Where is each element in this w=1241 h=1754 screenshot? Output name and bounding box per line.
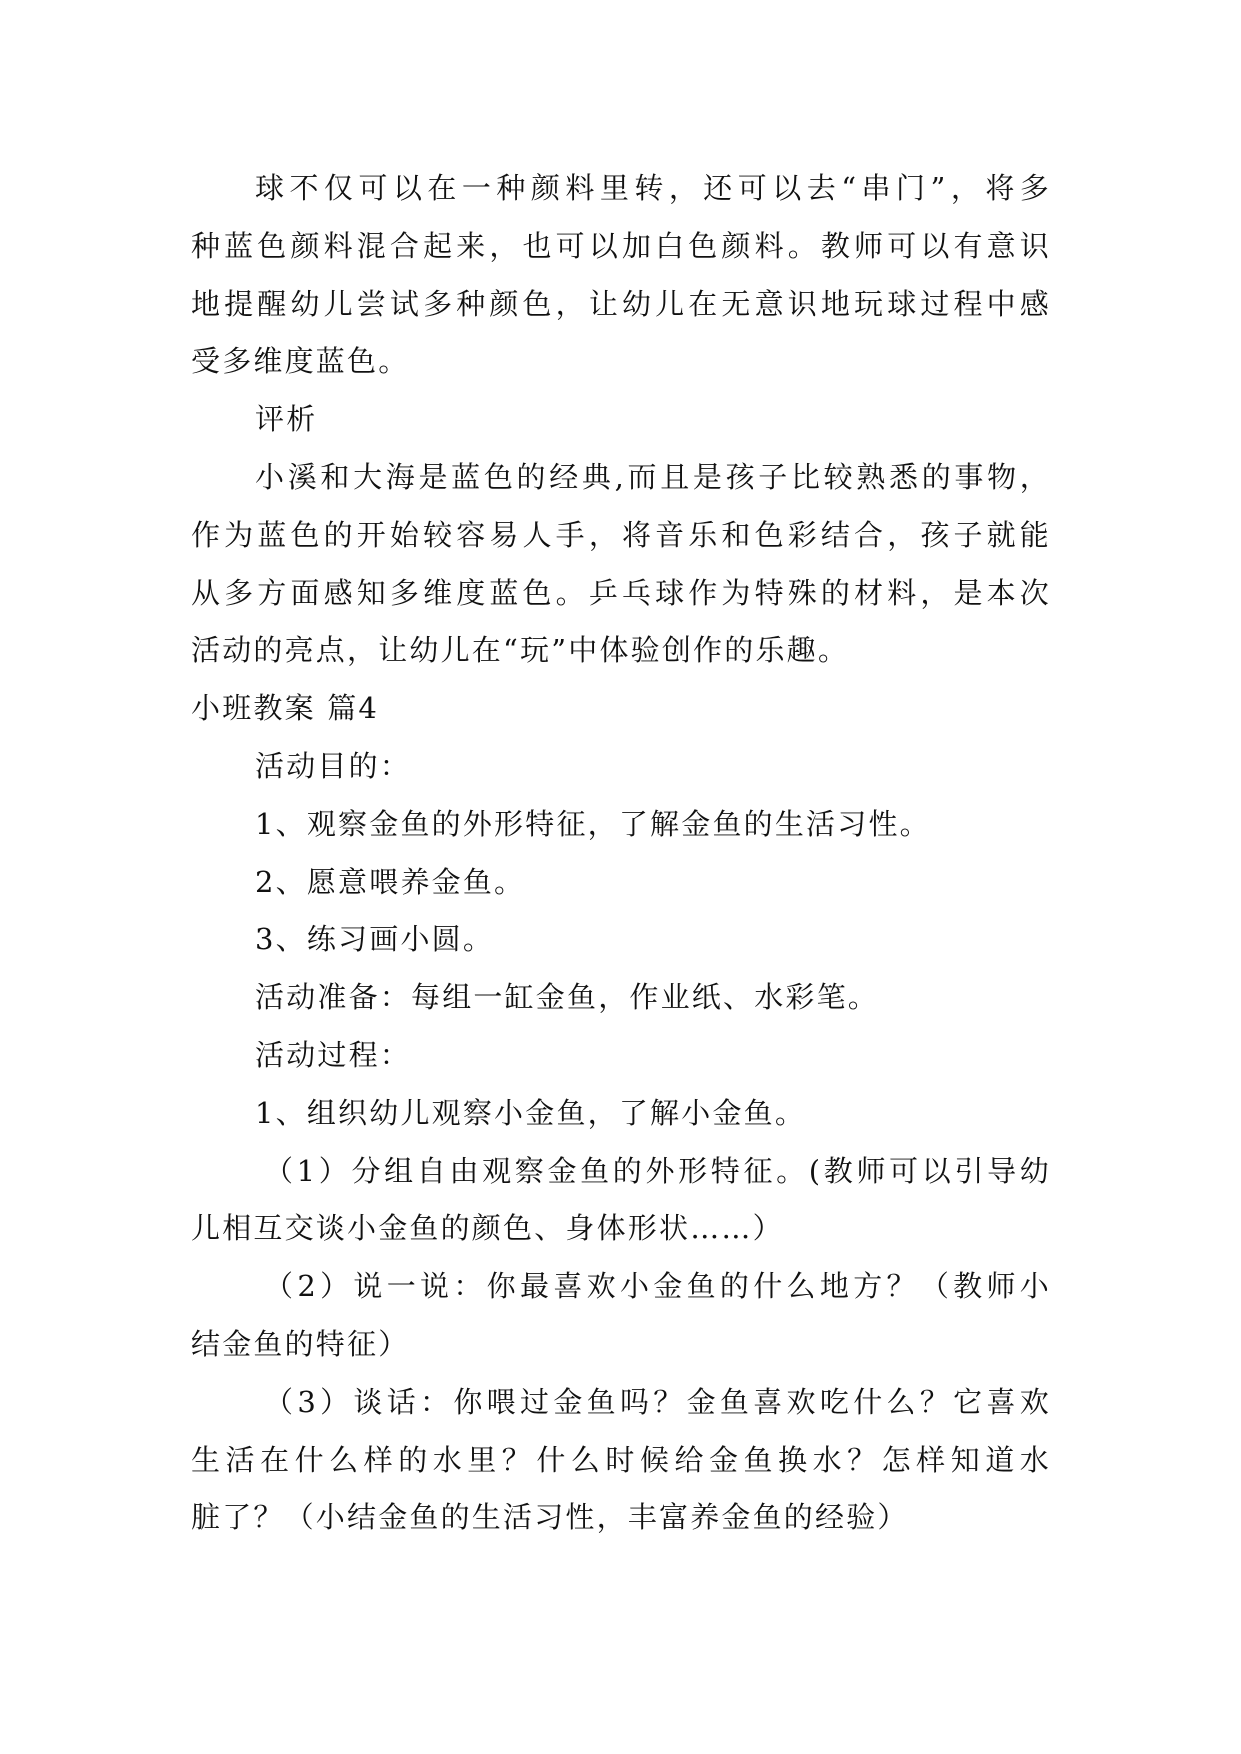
- list-item: [191, 796, 1051, 854]
- paragraph: [191, 1027, 1051, 1085]
- text-line: 活动过程：: [255, 1037, 412, 1072]
- sub-list-item: [191, 1143, 1051, 1259]
- text-line: （3）谈话：你喂过金鱼吗？金鱼喜欢吃什么？它喜欢: [264, 1384, 1051, 1419]
- document-body: [191, 160, 1051, 1547]
- text-line: 脏了？（小结金鱼的生活习性，丰富养金鱼的经验）: [191, 1500, 909, 1535]
- text-line: 2、愿意喂养金鱼。: [255, 864, 526, 899]
- text-line: （1）分组自由观察金鱼的外形特征。(教师可以引导幼: [264, 1153, 1051, 1188]
- text-line: 球不仅可以在一种颜料里转，还可以去“串门”，将多: [255, 171, 1051, 205]
- text-line: 结金鱼的特征）: [191, 1326, 410, 1361]
- paragraph: [191, 969, 1051, 1027]
- text-line: 儿相互交谈小金鱼的颜色、身体形状……）: [191, 1211, 784, 1246]
- text-line: 活动准备：每组一缸金鱼，作业纸、水彩笔。: [255, 980, 880, 1015]
- list-item: [191, 911, 1051, 969]
- list-item: [191, 1085, 1051, 1143]
- text-line: 生活在什么样的水里？什么时候给金鱼换水？怎样知道水: [191, 1442, 1051, 1477]
- section-heading: [191, 680, 1051, 738]
- sub-list-item: [191, 1258, 1051, 1374]
- text-line: 从多方面感知多维度蓝色。乒乓球作为特殊的材料，是本次: [191, 575, 1051, 610]
- text-line: 1、组织幼儿观察小金鱼，了解小金鱼。: [255, 1095, 807, 1130]
- text-line: 种蓝色颜料混合起来，也可以加白色颜料。教师可以有意识: [191, 228, 1051, 263]
- paragraph: [191, 391, 1051, 449]
- paragraph: [191, 449, 1051, 680]
- text-line: 受多维度蓝色。: [191, 344, 410, 379]
- text-line: 3、练习画小圆。: [255, 922, 495, 957]
- text-line: 小溪和大海是蓝色的经典,而且是孩子比较熟悉的事物，: [255, 459, 1051, 494]
- paragraph: [191, 160, 1051, 391]
- text-line: （2）说一说：你最喜欢小金鱼的什么地方？（教师小: [264, 1269, 1051, 1304]
- heading-text: 小班教案 篇4: [191, 691, 380, 726]
- sub-list-item: [191, 1374, 1051, 1547]
- paragraph: [191, 738, 1051, 796]
- section-label: 评析: [255, 402, 318, 437]
- text-line: 活动目的：: [255, 748, 412, 783]
- text-line: 1、观察金鱼的外形特征，了解金鱼的生活习性。: [255, 806, 931, 841]
- text-line: 作为蓝色的开始较容易人手，将音乐和色彩结合，孩子就能: [191, 517, 1051, 552]
- text-line: 地提醒幼儿尝试多种颜色，让幼儿在无意识地玩球过程中感: [191, 286, 1051, 321]
- list-item: [191, 854, 1051, 912]
- text-line: 活动的亮点，让幼儿在“玩”中体验创作的乐趣。: [191, 633, 850, 668]
